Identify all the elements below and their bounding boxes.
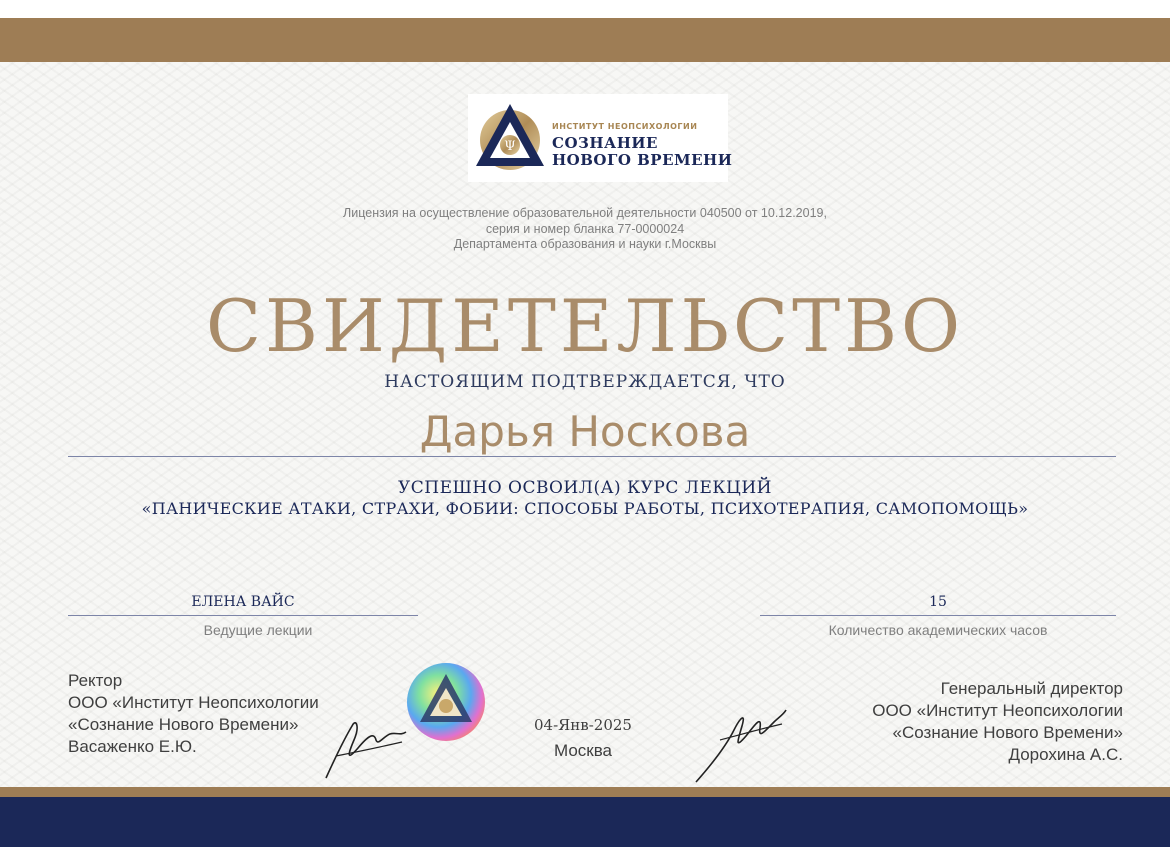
bottom-navy-band <box>0 797 1170 847</box>
hours-value: 15 <box>929 594 947 610</box>
bottom-gold-band <box>0 787 1170 797</box>
name-underline <box>68 456 1116 457</box>
director-title: Генеральный директор <box>940 679 1123 698</box>
director-signature-icon <box>690 700 788 784</box>
rector-block <box>68 670 319 758</box>
director-org-2: «Сознание Нового Времени» <box>892 723 1123 742</box>
rector-name: Васаженко Е.Ю. <box>68 737 197 756</box>
lecturer-name: ЕЛЕНА ВАЙС <box>191 594 295 610</box>
license-line-1: Лицензия на осуществление образовательной деятельности 040500 от 10.12.2019, <box>343 206 827 220</box>
hours-line <box>760 615 1116 616</box>
issue-date: 04-Янв-2025 <box>534 716 632 734</box>
hours-label: Количество академических часов <box>828 622 1048 638</box>
license-line-2: серия и номер бланка 77-0000024 <box>485 221 685 236</box>
rector-org-2: «Сознание Нового Времени» <box>68 715 299 734</box>
license-info <box>200 206 970 253</box>
svg-text:Ψ: Ψ <box>504 139 516 154</box>
confirm-text: НАСТОЯЩИМ ПОДТВЕРЖДАЕТСЯ, ЧТО <box>384 372 786 392</box>
recipient-name: Дарья Носкова <box>419 407 751 456</box>
rector-signature-icon <box>316 696 408 782</box>
issue-city: Москва <box>553 741 613 760</box>
rector-org-1: ООО «Институт Неопсихологии <box>68 693 319 712</box>
top-gold-band <box>0 18 1170 62</box>
director-org-1: ООО «Институт Неопсихологии <box>872 701 1123 720</box>
certificate-title: СВИДЕТЕЛЬСТВО <box>205 284 965 368</box>
psi-triangle-emblem-icon <box>472 100 548 176</box>
logo-name-line-1: СОЗНАНИЕ <box>552 134 658 152</box>
holographic-seal-icon <box>406 662 486 742</box>
institute-logo <box>468 94 733 182</box>
top-margin <box>0 0 1170 18</box>
logo-name-line-2: НОВОГО ВРЕМЕНИ <box>552 151 733 169</box>
lecturer-label: Ведущие лекции <box>203 622 313 638</box>
license-line-3: Департамента образования и науки г.Москвы <box>453 237 717 251</box>
course-intro: УСПЕШНО ОСВОИЛ(А) КУРС ЛЕКЦИЙ <box>397 478 773 498</box>
director-name: Дорохина А.С. <box>1008 745 1123 764</box>
rector-title: Ректор <box>68 671 123 690</box>
course-title: «ПАНИЧЕСКИЕ АТАКИ, СТРАХИ, ФОБИИ: СПОСОБЫ РАБОТЫ, ПСИХОТЕРАПИЯ, САМОПОМОЩЬ» <box>141 499 1029 518</box>
director-block <box>872 678 1123 766</box>
logo-institute-text: ИНСТИТУТ НЕОПСИХОЛОГИИ <box>552 122 698 131</box>
lecturer-line <box>68 615 418 616</box>
